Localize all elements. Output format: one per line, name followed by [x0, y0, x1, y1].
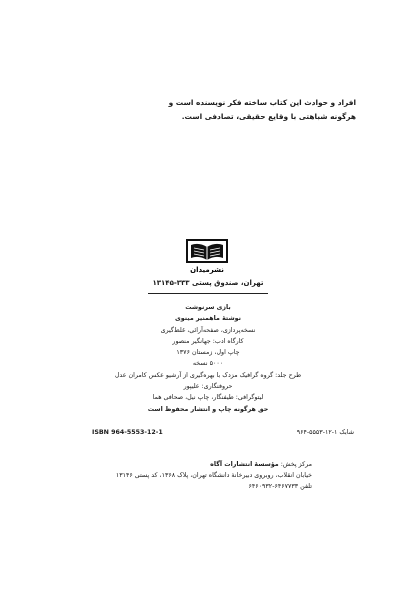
isbn-persian: شابک ۱-۱۲-۵۵۵۳-۹۶۴ [296, 429, 354, 436]
isbn-row [92, 429, 354, 440]
copies-line: ۵۰۰۰ نسخه [192, 360, 224, 368]
disclaimer-line: افراد و حوادث این کتاب ساخته فکر نویسنده است و [168, 98, 356, 107]
divider [148, 293, 268, 294]
distributor-phone: تلفن ۶۴۶۷۷۳۳-۶۴۶۰۹۳۲ [248, 483, 312, 490]
edition-line: چاپ اول، زمستان ۱۳۷۶ [176, 349, 240, 357]
distribution-label: مرکز پخش: [280, 461, 312, 468]
workshop-line: کارگاه ادب: جهانگیر منصور [172, 337, 244, 345]
fiction-disclaimer [94, 96, 356, 124]
book-logo-icon [183, 238, 231, 276]
cover-design-line: طرح جلد: گروه گرافیک مزدک با بهره‌گیری از آرشیو عکس کامران عدل [114, 371, 302, 379]
isbn-latin: ISBN 964-5553-12-1 [92, 429, 163, 436]
author-line: نوشتهٔ ماهمنیر مینوی [175, 315, 241, 323]
distributor-name: مؤسسهٔ انتشارات آگاه [210, 461, 279, 468]
publisher-address: تهران، صندوق پستی ۳۳۳-۱۳۱۴۵ [152, 279, 264, 287]
editing-line: نسخه‌پردازی، صفحه‌آرائی، غلط‌گیری [160, 326, 256, 334]
rights-line: حق هرگونه چاپ و انتشار محفوظ است [147, 405, 269, 413]
printing-line: لیتوگرافی: طیفنگار، چاپ نیل، صحافی هما [152, 394, 264, 402]
distributor-address: خیابان انقلاب، روبروی دبیرخانهٔ دانشگاه تهران، پلاک ۱۳۶۸، کد پستی ۱۳۱۴۶ [115, 472, 312, 479]
logo-text: نشرمیدان [190, 266, 224, 274]
credits-block [100, 302, 316, 415]
book-title: بازی سرنوشت [185, 304, 231, 311]
distribution-block [100, 459, 312, 492]
disclaimer-line: هرگونه شباهتی با وقایع حقیقی، تصادفی است. [181, 112, 356, 121]
typesetting-line: حروفنگاری: علیپور [183, 383, 233, 391]
distribution-center [100, 459, 312, 470]
